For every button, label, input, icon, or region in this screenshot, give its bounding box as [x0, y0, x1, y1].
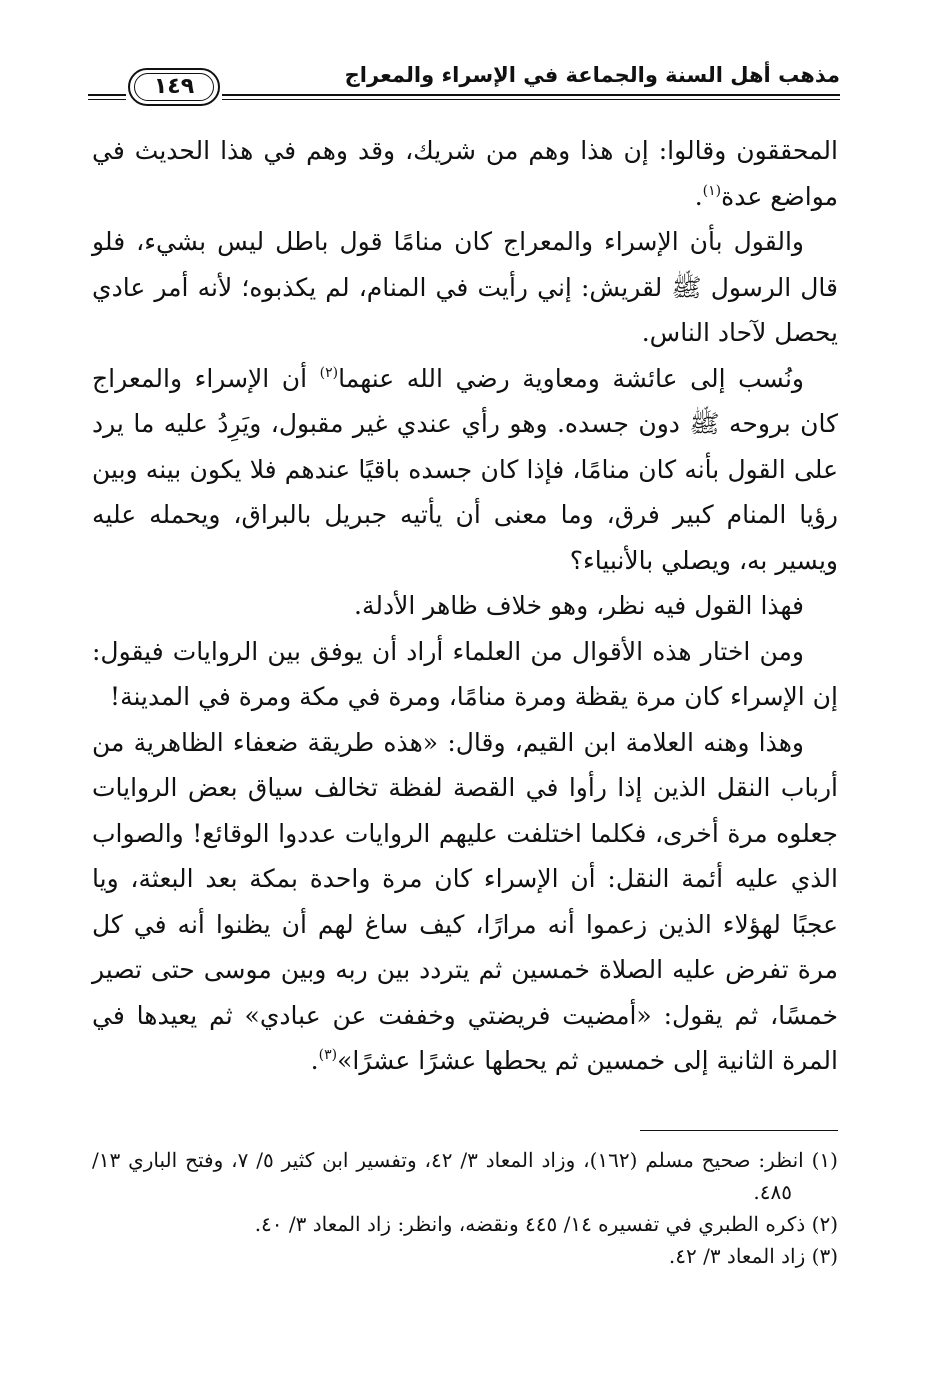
header-rule — [88, 99, 126, 100]
paragraph — [92, 128, 838, 219]
paragraph — [92, 629, 838, 720]
footnote-reference[interactable]: (١) — [702, 182, 722, 199]
footnote: (٣) زاد المعاد ٣/ ٤٢. — [668, 1244, 838, 1268]
paragraph-text: ومن اختار هذه الأقوال من العلماء أراد أن يوفق بين الروايات فيقول: إن الإسراء كان مرة يقظة ومرة منامًا، ومرة في مكة ومرة في المدينة! — [92, 636, 838, 711]
header-rule — [88, 94, 126, 96]
paragraph-text: ونُسب إلى عائشة ومعاوية رضي الله عنهما — [338, 363, 804, 393]
paragraph-text: والقول بأن الإسراء والمعراج كان منامًا قول باطل ليس بشيء، فلو قال الرسول ﷺ لقريش: إني رأيت في المنام، لم يكذبوه؛ لأنه أمر عادي يحصل لآحاد الناس. — [92, 227, 838, 347]
paragraph — [92, 219, 838, 356]
footnote-reference[interactable]: (٣) — [318, 1047, 338, 1063]
paragraph-text: . — [694, 181, 703, 211]
footnote: (١) انظر: صحيح مسلم (١٦٢)، وزاد المعاد ٣/ ٤٢، وتفسير ابن كثير ٥/ ٧، وفتح الباري ١٣/ ٤٨٥. — [92, 1148, 838, 1204]
footnotes — [92, 1144, 838, 1272]
running-title: مذهب أهل السنة والجماعة في الإسراء والمعراج — [344, 63, 840, 87]
page-header — [88, 58, 840, 108]
header-rule — [222, 94, 840, 96]
paragraph-text: وهذا وهنه العلامة ابن القيم، وقال: «هذه طريقة ضعفاء الظاهرية من أرباب النقل الذين إذا رأوا في القصة لفظة تخالف سياق بعض الروايات جعلوه مرة أخرى، فكلما اختلفت عليهم الروايات عددوا الوقائع! والصواب الذي عليه أئمة النقل: أن الإسراء كان مرة واحدة بمكة بعد البعثة، ويا عجبًا لهؤلاء الذين زعموا أنه مرارًا، كيف ساغ لهم أن يظنوا أنه في كل مرة تفرض عليه الصلاة خمسين ثم يتردد بين ربه وبين موسى حتى تصير خمسًا، ثم يقول: «أمضيت فريضتي وخففت عن عبادي» ثم يعيدها في المرة الثانية إلى خمسين ثم يحطها عشرًا عشرًا» — [92, 727, 838, 1075]
page-number-frame — [128, 68, 220, 106]
paragraph-text: المحققون وقالوا: إن هذا وهم من شريك، وقد وهم في هذا الحديث في مواضع عدة — [92, 136, 838, 211]
main-text — [92, 128, 838, 1084]
header-rule — [222, 99, 840, 100]
page-number: ١٤٩ — [153, 74, 195, 99]
footnote-reference[interactable]: (٢) — [319, 364, 339, 381]
footnote-separator — [640, 1130, 838, 1131]
paragraph — [92, 356, 838, 584]
footnote: (٢) ذكره الطبري في تفسيره ١٤/ ٤٤٥ ونقضه، وانظر: زاد المعاد ٣/ ٤٠. — [254, 1212, 838, 1236]
paragraph — [92, 720, 838, 1084]
paragraph-text: فهذا القول فيه نظر، وهو خلاف ظاهر الأدلة. — [354, 591, 804, 620]
paragraph-text: أن الإسراء والمعراج كان بروحه ﷺ دون جسده. وهو رأي عندي غير مقبول، ويَرِدُ عليه ما يرد على القول بأنه كان منامًا، فإذا كان جسده باقيًا عندهم فلا يكون بينه وبين رؤيا المنام كبير فرق، وما معنى أن يأتيه جبريل بالبراق، ويحمله عليه ويسير به، ويصلي بالأنبياء؟ — [92, 363, 838, 575]
paragraph — [92, 583, 838, 629]
paragraph-text: . — [310, 1046, 319, 1075]
